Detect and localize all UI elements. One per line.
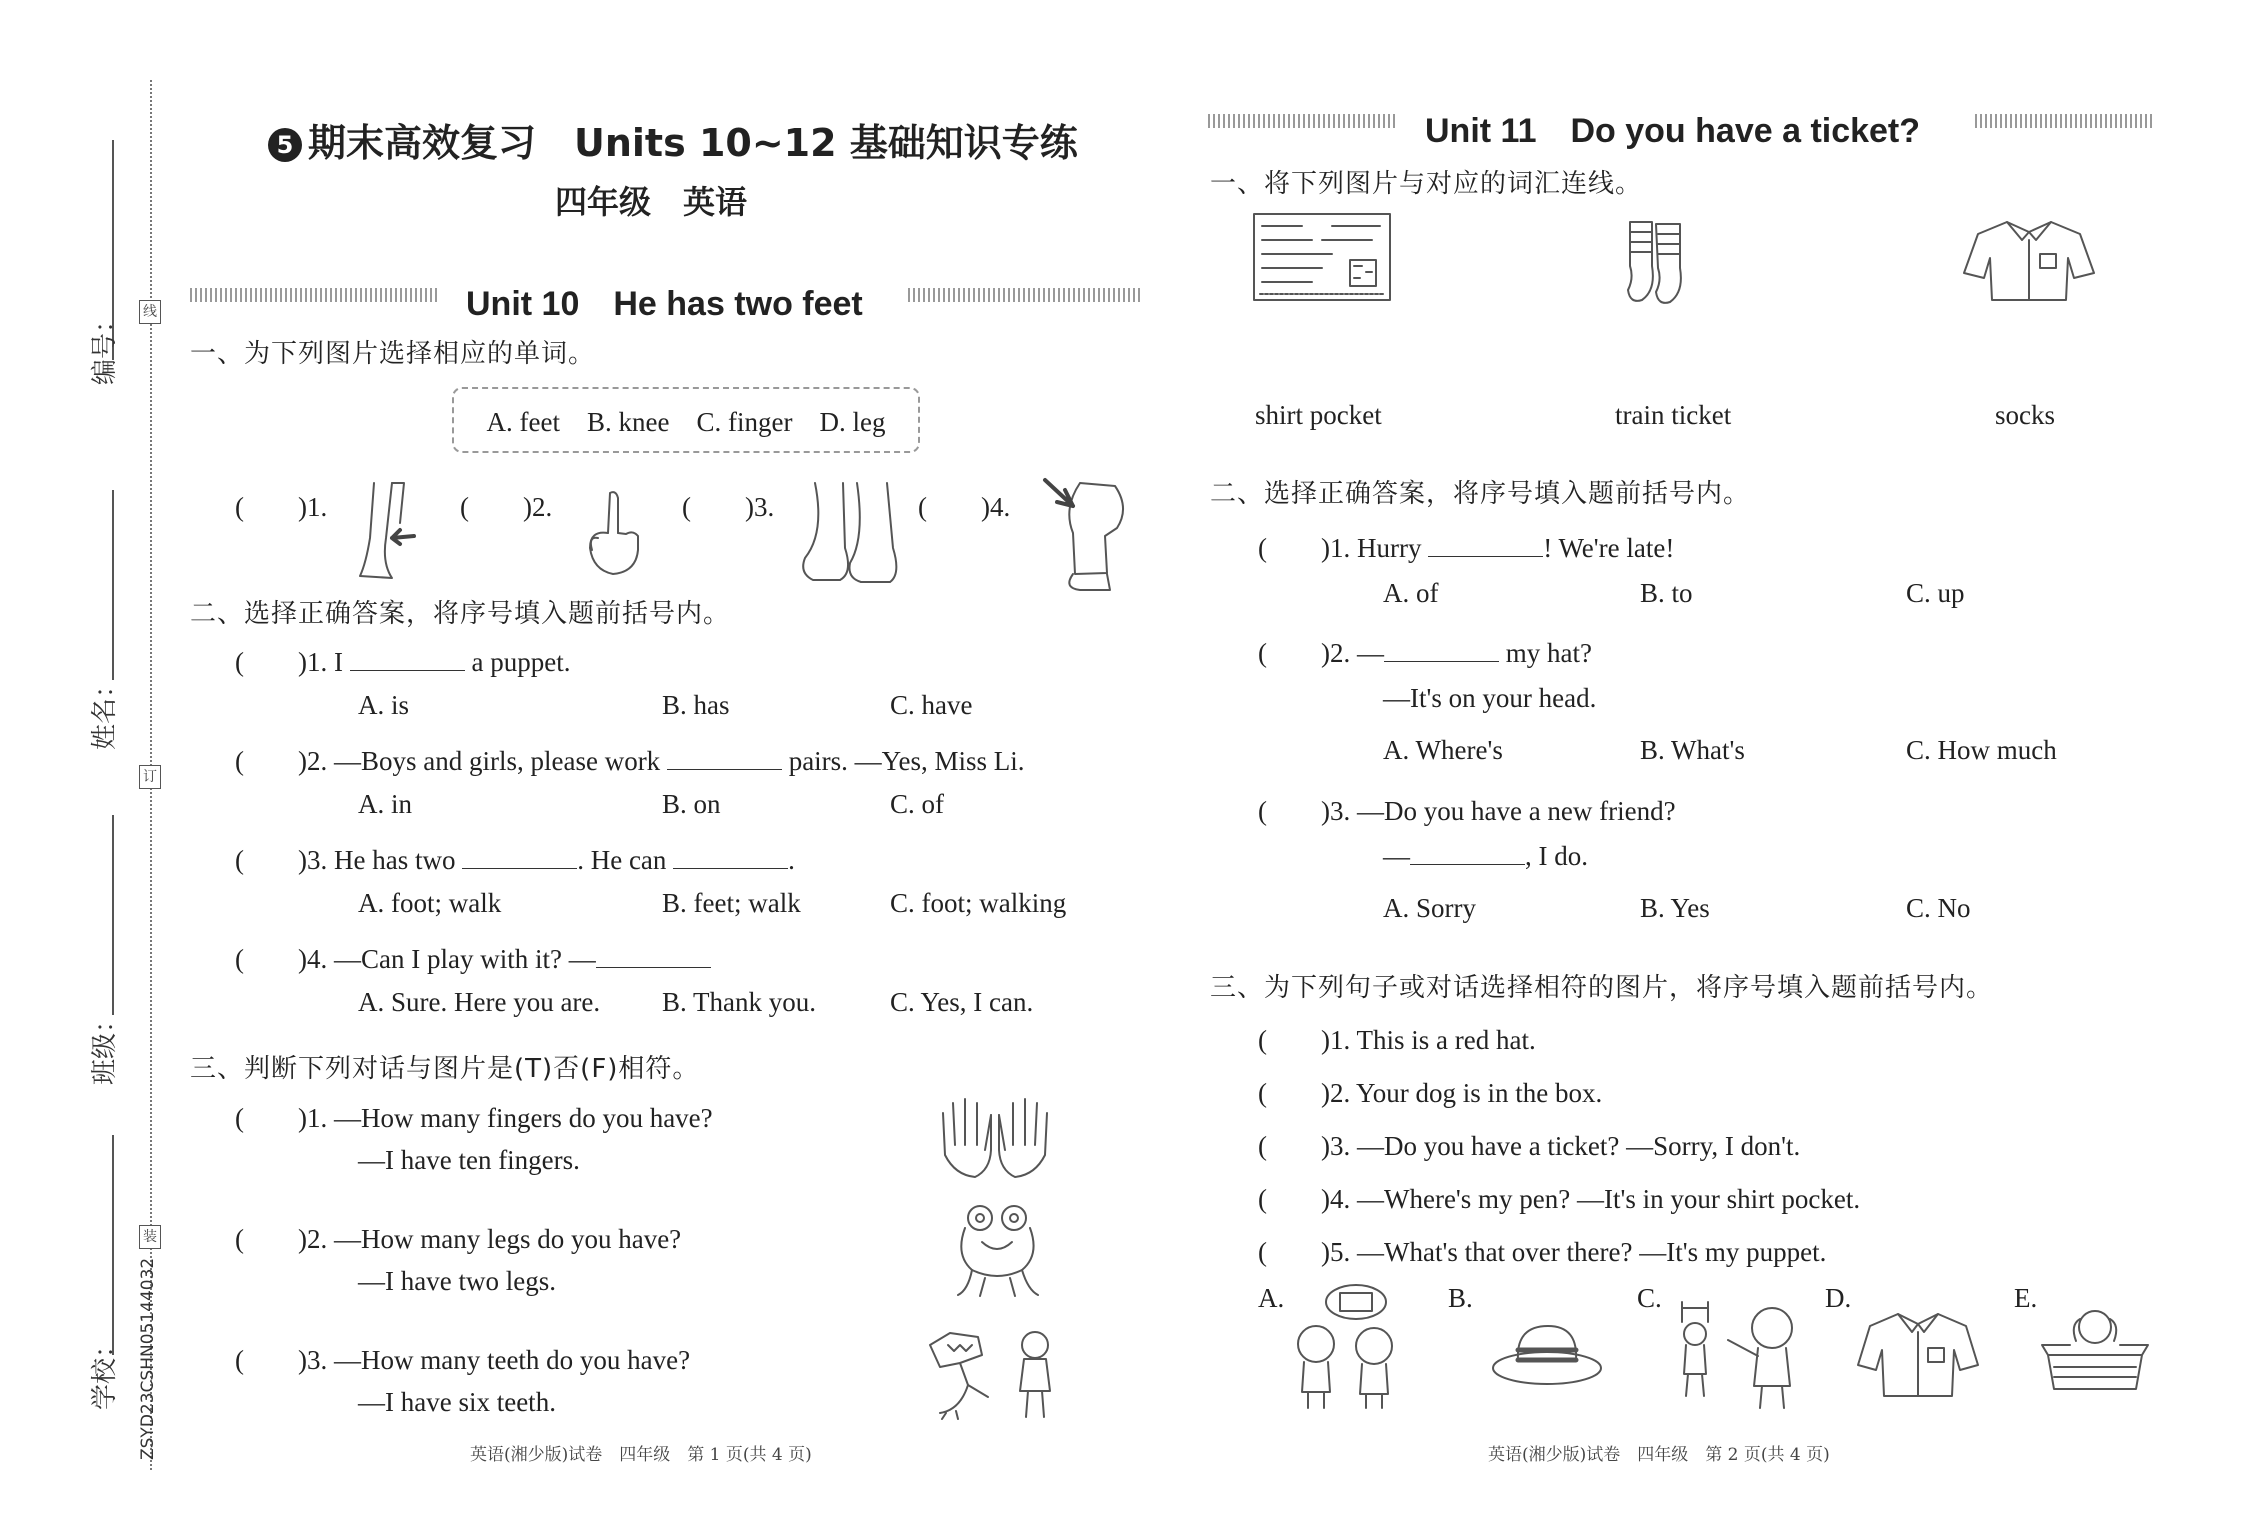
u10-s2-q1-blank[interactable] [350,648,465,671]
u10-s3-q1-line1: ( )1. —How many fingers do you have? [235,1103,713,1133]
u10-s1-heading: 一、为下列图片选择相应的单词。 [190,339,596,369]
page2-footer: 英语(湘少版)试卷 四年级 第 2 页(共 4 页) [1488,1445,1830,1465]
u11-s2-q3-dash: — [1383,841,1410,871]
frog-icon [950,1200,1045,1300]
u11-s2-q1-stem: ( )1. Hurry [1258,533,1422,563]
u10-s2-q2-option-b: B. on [662,789,721,819]
u11-s2-q1 [1258,526,1674,565]
u10-s2-q3-mid: . He can [577,845,667,875]
u11-s3-item-5: ( )5. —What's that over there? —It's my puppet. [1258,1237,1827,1267]
pic-label-e: E. [2014,1283,2038,1313]
word-socks: socks [1995,400,2055,430]
u11-s2-q1-option-c: C. up [1906,578,1965,608]
socks-icon [1622,218,1692,306]
unit11-rule-left [1208,114,1396,128]
school-line [112,1135,114,1355]
children-with-ticket-icon [1288,1282,1408,1412]
u10-s2-q3-after: . [788,845,795,875]
u10-s3-heading: 三、判断下列对话与图片是(T)否(F)相符。 [190,1054,700,1084]
u10-s2-q3-blank-2[interactable] [673,846,788,869]
shirt-pocket-icon [1856,1310,1981,1400]
u11-s2-q2-option-c: C. How much [1906,735,2057,765]
u10-s2-q4-stem: ( )4. —Can I play with it? — [235,944,596,974]
u10-s2-q1 [235,640,570,679]
u11-s3-item-1: ( )1. This is a red hat. [1258,1025,1536,1055]
u10-s2-q3-option-c: C. foot; walking [890,888,1067,918]
pic-label-a: A. [1258,1283,1285,1313]
page-title [268,112,1078,167]
u10-s2-q1-option-a: A. is [358,690,410,720]
u10-s2-q2-blank[interactable] [667,747,782,770]
u11-s2-q3-option-b: B. Yes [1640,893,1710,923]
u10-s1-word-box: A. feet B. knee C. finger D. leg [452,387,920,453]
u10-s3-q1-line2: —I have ten fingers. [358,1145,580,1175]
u11-s2-q3-blank[interactable] [1410,842,1525,865]
u10-s3-q2-line1: ( )2. —How many legs do you have? [235,1224,682,1254]
paper-code: ZSYD23CSHN05144032 [138,1257,158,1460]
train-ticket-icon [1252,212,1392,302]
u11-s2-q2-line2: —It's on your head. [1383,683,1597,713]
school-label: 学校： [90,1331,120,1410]
u10-s2-q4 [235,937,711,976]
binding-mark-staple: 装 [139,1225,161,1249]
u11-s2-q2-stem: ( )2. — [1258,638,1384,668]
u10-s2-q4-option-b: B. Thank you. [662,987,816,1017]
u11-s2-q3-option-c: C. No [1906,893,1971,923]
boy-with-puppet-icon [1668,1300,1808,1410]
class-label: 班级： [90,1006,120,1085]
unit10-rule-right [908,288,1143,302]
u11-s1-heading: 一、将下列图片与对应的词汇连线。 [1210,169,1643,199]
u11-s2-q2-blank[interactable] [1384,639,1499,662]
u10-s3-q3-line1: ( )3. —How many teeth do you have? [235,1345,691,1375]
u11-s3-item-3: ( )3. —Do you have a ticket? —Sorry, I don't. [1258,1131,1801,1161]
pic-label-c: C. [1637,1283,1662,1313]
u10-s2-q2 [235,739,1024,778]
pic-label-b: B. [1448,1283,1473,1313]
u10-s2-q3-stem: ( )3. He has two [235,845,456,875]
u11-s2-q1-after: ! We're late! [1543,533,1675,563]
u10-s2-q2-option-a: A. in [358,789,412,819]
u10-s2-q4-blank[interactable] [596,945,711,968]
u10-s1-item-2: ( )2. [460,492,553,522]
binding-mark-line: 线 [139,300,161,324]
binding-mark-bind: 订 [139,765,161,789]
u11-s2-heading: 二、选择正确答案，将序号填入题前括号内。 [1210,479,1751,509]
u10-s3-q2-line2: —I have two legs. [358,1266,556,1296]
u11-s2-q1-blank[interactable] [1428,534,1543,557]
u11-s2-q2-option-b: B. What's [1640,735,1745,765]
u11-s2-q3-after: , I do. [1525,841,1588,871]
u11-s2-q1-option-a: A. of [1383,578,1439,608]
ten-fingers-hands-icon [935,1095,1055,1180]
u11-s2-q3: ( )3. —Do you have a new friend? [1258,796,1676,826]
knee-icon [1035,478,1135,598]
page-title-text: 期末高效复习 Units 10~12 基础知识专练 [308,121,1078,165]
u10-s2-q3-option-b: B. feet; walk [662,888,801,918]
word-train-ticket: train ticket [1615,400,1732,430]
u11-s2-q3-option-a: A. Sorry [1383,893,1476,923]
u10-s2-heading: 二、选择正确答案，将序号填入题前括号内。 [190,599,731,629]
finger-icon [578,488,648,578]
u11-s3-item-4: ( )4. —Where's my pen? —It's in your shirt pocket. [1258,1184,1861,1214]
feet-icon [795,478,905,588]
u11-s2-q2-after: my hat? [1505,638,1592,668]
u11-s2-q3-line2 [1383,841,1588,872]
shirt-icon [1962,218,2097,303]
circled-number-5-icon: 5 [268,128,302,162]
unit11-rule-right [1975,114,2155,128]
name-label: 姓名： [90,671,120,750]
u10-s2-q3 [235,838,795,877]
unit11-title: Unit 11 Do you have a ticket? [1425,112,1921,150]
u10-s2-q1-option-c: C. have [890,690,973,720]
page-subtitle: 四年级 英语 [555,183,748,221]
u10-s1-item-4: ( )4. [918,492,1011,522]
u10-s3-q3-line2: —I have six teeth. [358,1387,556,1417]
unit10-rule-left [190,288,440,302]
u10-s2-q1-option-b: B. has [662,690,730,720]
hat-icon [1490,1320,1605,1395]
u10-s2-q4-option-c: C. Yes, I can. [890,987,1034,1017]
dog-in-box-icon [2040,1305,2150,1400]
pic-label-d: D. [1825,1283,1852,1313]
u10-s2-q3-option-a: A. foot; walk [358,888,502,918]
dinosaur-and-boy-icon [920,1325,1065,1420]
u10-s2-q2-option-c: C. of [890,789,944,819]
class-line [112,815,114,1015]
u11-s3-heading: 三、为下列句子或对话选择相符的图片，将序号填入题前括号内。 [1210,973,1994,1003]
u10-s1-item-1: ( )1. [235,492,328,522]
word-shirt-pocket: shirt pocket [1255,400,1382,430]
u10-s2-q3-blank-1[interactable] [462,846,577,869]
u10-s2-q2-after: pairs. —Yes, Miss Li. [788,746,1025,776]
u11-s3-item-2: ( )2. Your dog is in the box. [1258,1078,1603,1108]
unit10-title: Unit 10 He has two feet [466,285,863,323]
u11-s2-q1-option-b: B. to [1640,578,1693,608]
u11-s2-q2 [1258,631,1592,670]
u11-s2-q2-option-a: A. Where's [1383,735,1503,765]
u10-s1-item-3: ( )3. [682,492,775,522]
id-label: 编号： [90,306,120,385]
leg-icon [352,478,422,583]
name-line [112,490,114,680]
u10-s2-q4-option-a: A. Sure. Here you are. [358,987,601,1017]
u10-s2-q2-stem: ( )2. —Boys and girls, please work [235,746,661,776]
u10-s2-q1-stem: ( )1. I [235,647,343,677]
u10-s2-q1-after: a puppet. [471,647,571,677]
page1-footer: 英语(湘少版)试卷 四年级 第 1 页(共 4 页) [470,1445,812,1465]
